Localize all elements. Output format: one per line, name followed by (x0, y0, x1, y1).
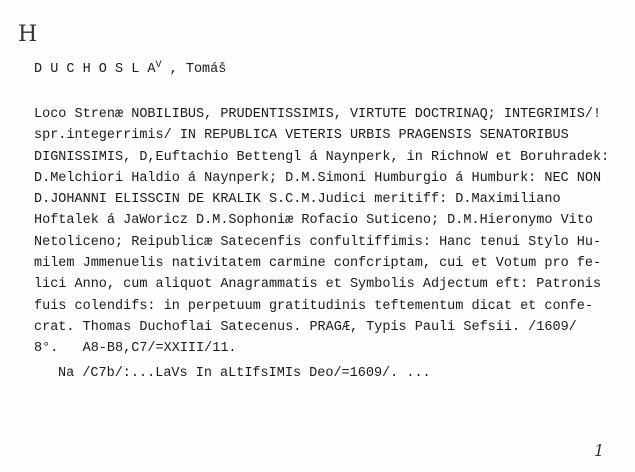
body-line: Hoftalek á JaWoricz D.M.Sophoniæ Rofacio Suticeno; D.M.Hieronymo Vito (34, 213, 593, 229)
body-line: Loco Strenæ NOBILIBUS, PRUDENTISSIMIS, VIRTUTE DOCTRINAQ; INTEGRIMIS/! (34, 107, 602, 122)
handwritten-letter-mark: H (18, 22, 38, 47)
body-line: spr.integerrimis/ IN REPUBLICA VETERIS URBIS PRAGENSIS SENATORIBUS (34, 128, 569, 144)
heading-separator: , (161, 62, 178, 77)
body-line: milem Jmmenuelis nativitatem carmine confcriptam, cui et Votum pro fe- (34, 256, 602, 272)
body-line: D.Melchiori Haldio á Naynperk; D.M.Simoni Humburgio á Humburk: NEC NON (34, 170, 602, 186)
body-line: lici Anno, cum aliquot Anagrammatis et Symbolis Adjectum eft: Patronis (34, 277, 602, 293)
body-line: Netoliceno; Reipublicæ Satecenfis confultiffimis: Hanc tenui Stylo Hu- (34, 234, 602, 250)
author-surname-caron: V (155, 60, 162, 71)
handwritten-page-number: 1 (594, 441, 605, 460)
note-line: Na /C7b/:...LaVs In aLtIfsIMIs Deo/=1609/. ... (58, 366, 431, 381)
body-line: D.JOHANNI ELISSCIN DE KRALIK S.C.M.Judici meritiff: D.Maximiliano (34, 192, 561, 208)
author-surname: D U C H O S L A (34, 62, 156, 77)
body-line: fuis colendifs: in perpetuum gratitudinis teftementum dicat et confe- (34, 298, 593, 314)
author-given-name: Tomáš (185, 62, 227, 77)
collation-line: 8°. A8-B8,C7/=XXIII/11. (34, 341, 237, 357)
body-line: DIGNISSIMIS, D,Euftachio Bettengl á Naynperk, in RichnoW et Boruhradek: (34, 149, 610, 165)
body-line: crat. Thomas Duchoflai Satecenus. PRAGÆ, Typis Pauli Sefsii. /1609/ (34, 319, 577, 335)
card-heading (34, 62, 226, 77)
card-body-text (34, 104, 614, 360)
